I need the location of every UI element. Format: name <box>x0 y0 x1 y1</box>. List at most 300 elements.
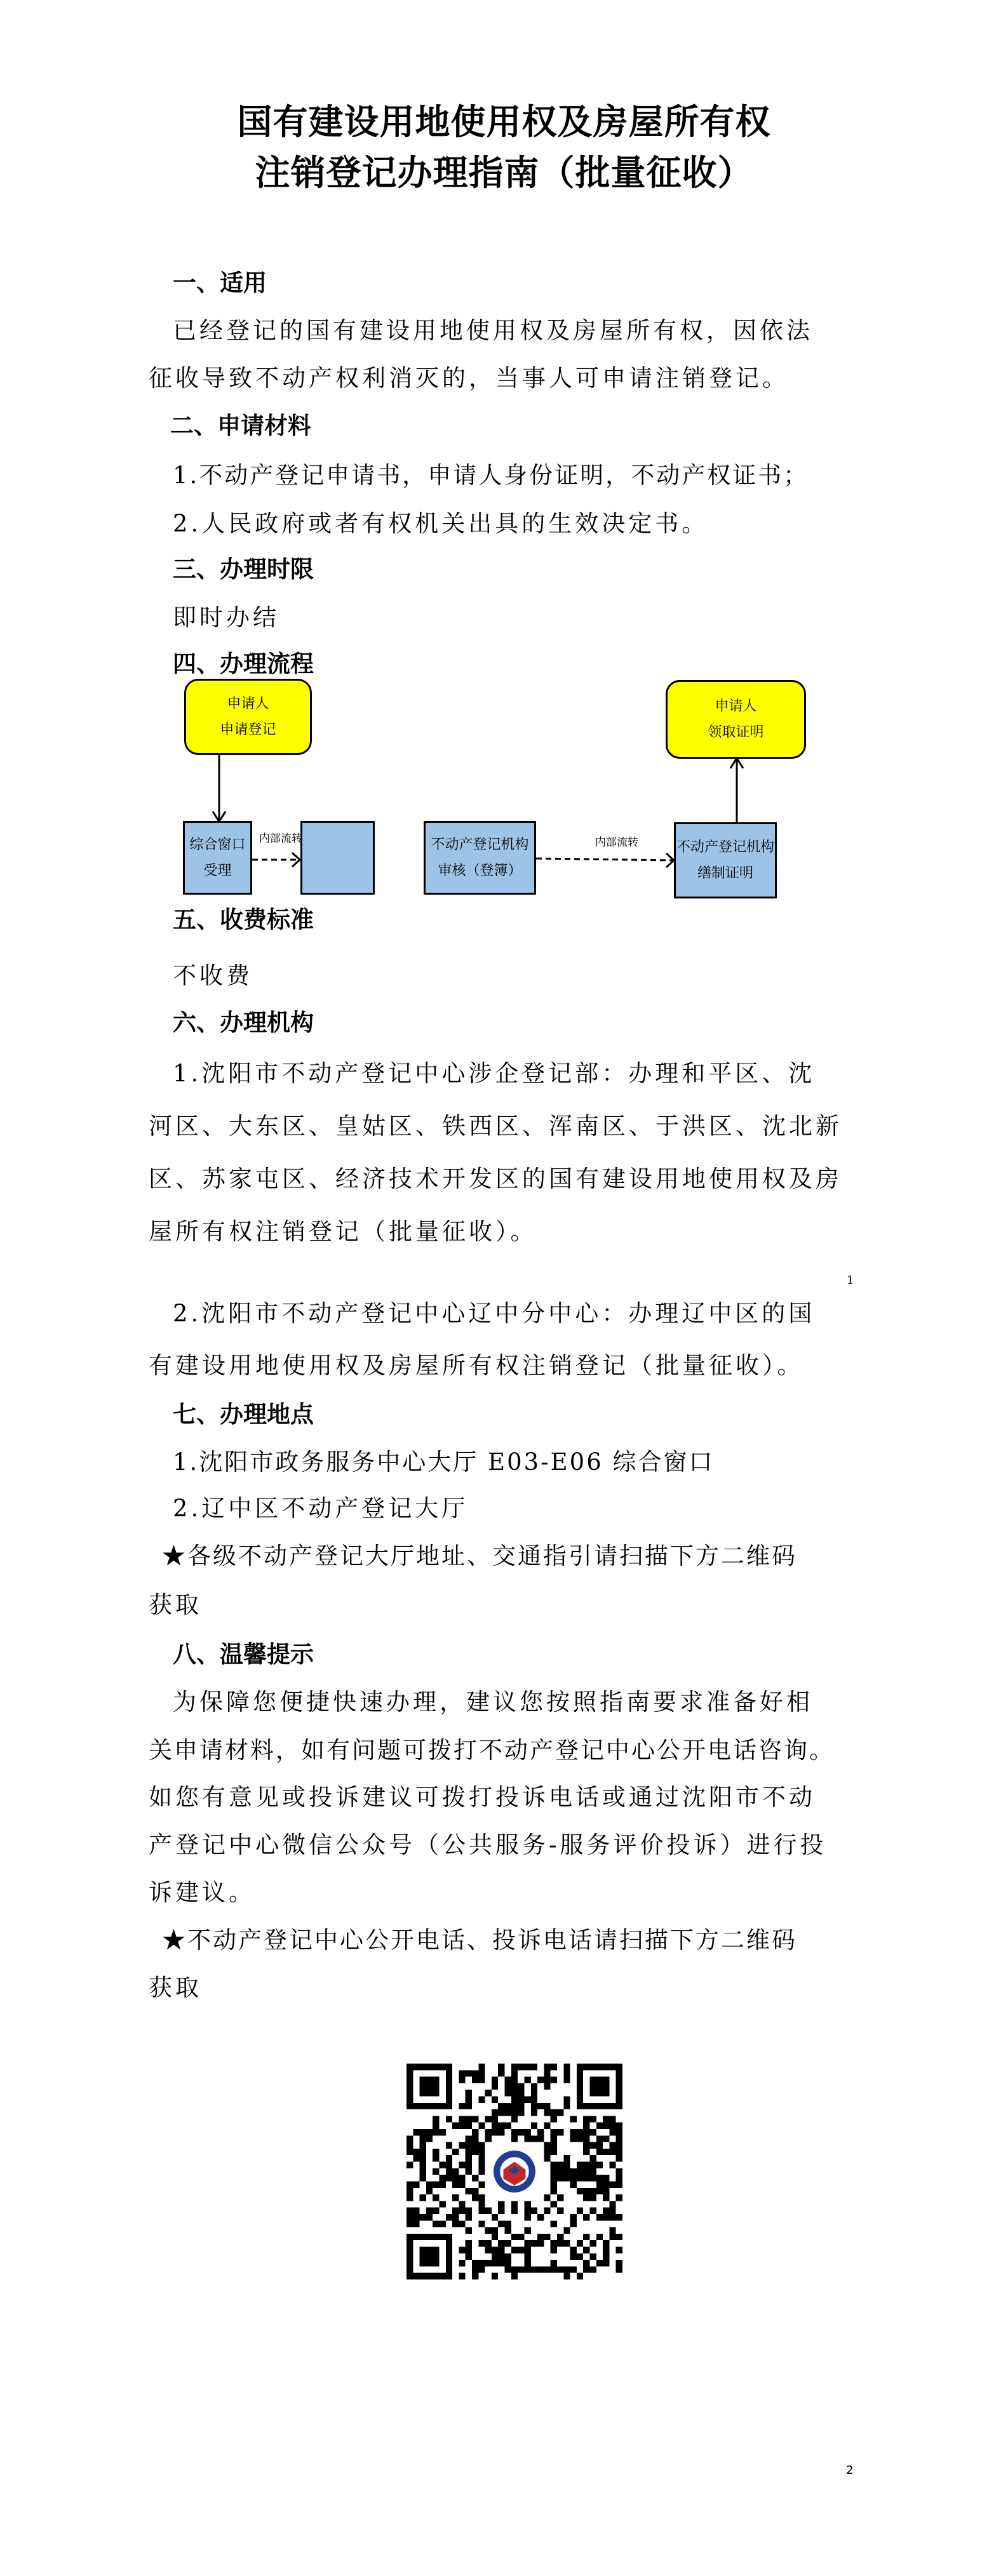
qr-module <box>505 2077 511 2083</box>
qr-module <box>577 2162 583 2168</box>
qr-module <box>498 2220 504 2227</box>
qr-module <box>603 2240 609 2246</box>
qr-module <box>440 2129 446 2135</box>
qr-module <box>551 2175 557 2181</box>
location-qr-note: ★各级不动产登记大厅地址、交通指引请扫描下方二维码 <box>162 1542 797 1570</box>
arrow-start-to-step1 <box>213 754 225 822</box>
qr-module <box>505 2220 511 2227</box>
flow-node-text: 受理 <box>203 863 232 879</box>
flow-node-text: 申请人 <box>227 696 269 712</box>
qr-module <box>498 2109 504 2116</box>
qr-module <box>616 2155 622 2161</box>
qr-module <box>459 2116 465 2122</box>
qr-module <box>478 2077 485 2083</box>
qr-module <box>596 2175 603 2181</box>
qr-module <box>557 2266 563 2272</box>
qr-module <box>485 2135 492 2142</box>
tips-line: 诉建议。 <box>149 1879 255 1906</box>
qr-module <box>596 2214 603 2220</box>
qr-module <box>583 2135 589 2142</box>
flow-node-applicant-apply <box>184 679 312 755</box>
qr-module <box>433 2155 439 2161</box>
qr-module <box>583 2129 589 2135</box>
qr-module <box>505 2260 511 2266</box>
qr-module <box>563 2077 570 2083</box>
contact-qr-note-cont: 获取 <box>149 1974 202 2001</box>
qr-module <box>583 2168 589 2175</box>
qr-module <box>583 2175 589 2181</box>
qr-module <box>524 2246 530 2253</box>
qr-module <box>563 2266 570 2272</box>
qr-module <box>413 2220 419 2227</box>
qr-module <box>570 2246 577 2253</box>
qr-module <box>596 2162 603 2168</box>
qr-module <box>518 2234 524 2240</box>
qr-module <box>609 2142 615 2149</box>
qr-module <box>413 2155 419 2161</box>
location-item-1: 1.沈阳市政务服务中心大厅 E03-E06 综合窗口 <box>173 1448 715 1476</box>
arrow-step2-to-step3 <box>536 853 674 867</box>
qr-module <box>518 2266 524 2272</box>
qr-module <box>609 2162 615 2168</box>
qr-module <box>446 2162 452 2168</box>
qr-module <box>511 2208 518 2214</box>
qr-module <box>433 2220 439 2227</box>
qr-module <box>459 2103 465 2109</box>
qr-module <box>498 2070 504 2076</box>
flow-node-window-accept <box>183 821 252 895</box>
qr-module <box>531 2240 537 2246</box>
qr-module <box>551 2240 557 2246</box>
qr-module <box>420 2175 426 2181</box>
qr-module <box>603 2135 609 2142</box>
qr-module <box>446 2214 452 2220</box>
qr-module <box>616 2123 622 2129</box>
qr-module <box>459 2273 465 2279</box>
qr-module <box>478 2142 485 2149</box>
tips-line: 为保障您便捷快速办理，建议您按照指南要求准备好相 <box>173 1688 813 1716</box>
arrow-step1-to-step2 <box>252 853 300 867</box>
qr-module <box>531 2266 537 2272</box>
qr-module <box>440 2181 446 2187</box>
qr-module <box>531 2208 537 2214</box>
fees-text: 不收费 <box>173 962 253 989</box>
qr-module <box>603 2194 609 2201</box>
qr-module <box>478 2260 485 2266</box>
flow-node-text: 申请登记 <box>220 722 276 738</box>
qr-module <box>478 2064 485 2070</box>
qr-module <box>609 2201 615 2207</box>
qr-module <box>583 2246 589 2253</box>
qr-module <box>466 2103 472 2109</box>
qr-module <box>472 2188 478 2194</box>
qr-module <box>518 2246 524 2253</box>
qr-module <box>511 2201 518 2207</box>
qr-module <box>492 2227 498 2234</box>
qr-module <box>452 2194 459 2201</box>
qr-module <box>459 2208 465 2214</box>
qr-module <box>544 2077 550 2083</box>
flow-label-internal-transfer-2: 内部流转 <box>595 836 638 849</box>
qr-module <box>551 2220 557 2227</box>
qr-module <box>583 2162 589 2168</box>
flow-node-registry-review <box>424 821 536 895</box>
qr-module <box>472 2129 478 2135</box>
qr-module <box>589 2175 596 2181</box>
qr-module <box>616 2135 622 2142</box>
qr-module <box>577 2188 583 2194</box>
qr-module <box>563 2064 570 2070</box>
qr-module <box>577 2273 583 2279</box>
qr-module <box>577 2253 583 2260</box>
qr-module <box>589 2116 596 2122</box>
qr-module <box>531 2097 537 2103</box>
qr-module <box>544 2123 550 2129</box>
qr-module <box>466 2240 472 2246</box>
qr-module <box>616 2266 622 2272</box>
qr-module <box>537 2240 544 2246</box>
qr-module <box>531 2103 537 2109</box>
qr-module <box>589 2077 609 2097</box>
qr-module <box>478 2149 485 2155</box>
page-number: 2 <box>846 2464 854 2477</box>
qr-module <box>511 2116 518 2122</box>
qr-module <box>589 2240 596 2246</box>
qr-module <box>557 2109 563 2116</box>
qr-module <box>570 2266 577 2272</box>
qr-module <box>472 2142 478 2149</box>
qr-module <box>518 2097 524 2103</box>
flow-node-text: 综合窗口 <box>189 837 246 853</box>
qr-module <box>511 2246 518 2253</box>
qr-module <box>492 2109 498 2116</box>
qr-module <box>616 2181 622 2187</box>
qr-module <box>570 2175 577 2181</box>
qr-module <box>426 2181 433 2187</box>
qr-module <box>557 2175 563 2181</box>
qr-module <box>466 2097 472 2103</box>
qr-module <box>505 2240 511 2246</box>
qr-module <box>603 2214 609 2220</box>
section-heading-tips: 八、温馨提示 <box>173 1641 314 1668</box>
qr-module <box>492 2097 498 2103</box>
qr-module <box>466 2208 472 2214</box>
qr-module <box>433 2129 439 2135</box>
qr-module <box>492 2253 498 2260</box>
qr-module <box>537 2234 544 2240</box>
qr-module <box>544 2109 550 2116</box>
qr-module <box>524 2240 530 2246</box>
qr-module <box>478 2201 485 2207</box>
qr-module <box>518 2109 524 2116</box>
qr-module <box>563 2175 570 2181</box>
qr-module <box>537 2135 544 2142</box>
qr-module <box>537 2077 544 2083</box>
qr-module <box>485 2208 492 2214</box>
qr-module <box>551 2266 557 2272</box>
qr-module <box>544 2266 550 2272</box>
qr-module <box>596 2188 603 2194</box>
qr-module <box>407 2162 413 2168</box>
qr-module <box>440 2162 446 2168</box>
qr-module <box>511 2097 518 2103</box>
qr-module <box>616 2168 622 2175</box>
flow-node-registry-certificate <box>674 822 777 898</box>
qr-module <box>537 2129 544 2135</box>
contact-qr-note: ★不动产登记中心公开电话、投诉电话请扫描下方二维码 <box>162 1926 797 1954</box>
qr-module <box>557 2234 563 2240</box>
qr-logo <box>491 2148 538 2195</box>
qr-module <box>524 2214 530 2220</box>
qr-module <box>524 2135 530 2142</box>
qr-module <box>446 2155 452 2161</box>
qr-module <box>407 2149 413 2155</box>
qr-module <box>616 2129 622 2135</box>
qr-module <box>616 2214 622 2220</box>
qr-module <box>557 2168 563 2175</box>
qr-module <box>433 2181 439 2187</box>
qr-module <box>472 2273 478 2279</box>
qr-module <box>589 2266 596 2272</box>
qr-module <box>485 2246 492 2253</box>
qr-module <box>596 2149 603 2155</box>
qr-module <box>551 2181 557 2187</box>
qr-module <box>459 2123 465 2129</box>
qr-module <box>413 2208 419 2214</box>
qr-module <box>603 2253 609 2260</box>
qr-module <box>446 2175 452 2181</box>
qr-module <box>511 2103 518 2109</box>
qr-module <box>466 2090 472 2096</box>
qr-module <box>524 2097 530 2103</box>
agency-1-line: 屋所有权注销登记（批量征收）。 <box>149 1218 537 1245</box>
qr-module <box>583 2116 589 2122</box>
qr-module <box>511 2266 518 2272</box>
qr-module <box>478 2181 485 2187</box>
qr-module <box>478 2123 485 2129</box>
qr-module <box>609 2116 615 2122</box>
qr-module <box>498 2123 504 2129</box>
qr-module <box>551 2188 557 2194</box>
qr-module <box>616 2194 622 2201</box>
qr-module <box>570 2129 577 2135</box>
qr-module <box>492 2077 498 2083</box>
qr-module <box>531 2090 537 2096</box>
qr-module <box>577 2208 583 2214</box>
qr-module <box>505 2266 511 2272</box>
qr-module <box>511 2077 518 2083</box>
qr-module <box>544 2083 550 2090</box>
qr-module <box>551 2246 557 2253</box>
agency-1-line: 河区、大东区、皇姑区、铁西区、浑南区、于洪区、沈北新 <box>149 1112 842 1140</box>
qr-module <box>609 2123 615 2129</box>
qr-module <box>557 2208 563 2214</box>
qr-module <box>459 2201 465 2207</box>
qr-module <box>420 2149 426 2155</box>
qr-module <box>563 2103 570 2109</box>
qr-module <box>603 2149 609 2155</box>
qr-module <box>407 2220 413 2227</box>
qr-module <box>616 2175 622 2181</box>
qr-module <box>524 2064 530 2070</box>
qr-module <box>407 2135 413 2142</box>
qr-module <box>551 2135 557 2142</box>
qr-module <box>511 2090 518 2096</box>
qr-module <box>603 2246 609 2253</box>
section-heading-agencies: 六、办理机构 <box>173 1009 314 1036</box>
qr-module <box>452 2149 459 2155</box>
qr-module <box>426 2214 433 2220</box>
qr-module <box>440 2220 446 2227</box>
qr-module <box>492 2260 498 2266</box>
qr-module <box>505 2083 511 2090</box>
qr-module <box>596 2142 603 2149</box>
qr-module <box>570 2220 577 2227</box>
qr-module <box>452 2220 459 2227</box>
qr-module <box>616 2149 622 2155</box>
qr-module <box>407 2214 413 2220</box>
qr-module <box>551 2201 557 2207</box>
qr-module <box>433 2149 439 2155</box>
qr-module <box>563 2097 570 2103</box>
qr-module <box>466 2070 472 2076</box>
qr-module <box>544 2103 550 2109</box>
qr-module <box>616 2234 622 2240</box>
qr-module <box>603 2188 609 2194</box>
document-title-line-1: 国有建设用地使用权及房屋所有权 <box>237 102 771 142</box>
tips-line: 产登记中心微信公众号（公共服务-服务评价投诉）进行投 <box>149 1831 827 1859</box>
qr-module <box>511 2135 518 2142</box>
qr-code[interactable] <box>407 2064 622 2279</box>
qr-module <box>563 2155 570 2161</box>
qr-module <box>544 2208 550 2214</box>
qr-module <box>420 2077 440 2097</box>
qr-module <box>609 2181 615 2187</box>
qr-module <box>551 2142 557 2149</box>
time-limit-text: 即时办结 <box>173 604 279 631</box>
qr-module <box>524 2129 530 2135</box>
qr-module <box>478 2168 485 2175</box>
qr-module <box>472 2175 478 2181</box>
qr-module <box>446 2168 452 2175</box>
qr-module <box>551 2109 557 2116</box>
qr-module <box>433 2194 439 2201</box>
qr-module <box>603 2123 609 2129</box>
qr-module <box>492 2123 498 2129</box>
qr-module <box>577 2240 583 2246</box>
qr-module <box>492 2234 498 2240</box>
qr-module <box>570 2253 577 2260</box>
qr-module <box>485 2240 492 2246</box>
qr-module <box>544 2149 550 2155</box>
qr-module <box>485 2260 492 2266</box>
qr-module <box>589 2168 596 2175</box>
qr-module <box>498 2260 504 2266</box>
qr-module <box>537 2266 544 2272</box>
qr-module <box>551 2168 557 2175</box>
qr-module <box>466 2116 472 2122</box>
qr-module <box>498 2253 504 2260</box>
qr-module <box>596 2260 603 2266</box>
qr-module <box>563 2070 570 2076</box>
qr-module <box>524 2227 530 2234</box>
qr-module <box>472 2260 478 2266</box>
qr-module <box>596 2123 603 2129</box>
qr-module <box>589 2129 596 2135</box>
qr-module <box>537 2103 544 2109</box>
qr-module <box>589 2162 596 2168</box>
qr-module <box>609 2227 615 2234</box>
qr-module <box>511 2109 518 2116</box>
qr-module <box>420 2142 426 2149</box>
qr-module <box>466 2142 472 2149</box>
qr-module <box>420 2129 426 2135</box>
qr-module <box>596 2181 603 2187</box>
qr-module <box>485 2227 492 2234</box>
qr-module <box>413 2129 419 2135</box>
qr-module <box>492 2129 498 2135</box>
qr-module <box>485 2116 492 2122</box>
qr-module <box>524 2266 530 2272</box>
qr-module <box>498 2208 504 2214</box>
tips-line: 关申请材料，如有问题可拨打不动产登记中心公开电话咨询。 <box>149 1737 835 1764</box>
qr-module <box>407 2208 413 2214</box>
qr-module <box>426 2188 433 2194</box>
qr-module <box>603 2175 609 2181</box>
qr-module <box>426 2208 433 2214</box>
flow-node-text: 审核（登簿） <box>438 863 522 879</box>
qr-module <box>557 2194 563 2201</box>
qr-module <box>472 2194 478 2201</box>
qr-module <box>524 2077 530 2083</box>
qr-module <box>446 2142 452 2149</box>
qr-module <box>452 2175 459 2181</box>
section-heading-process: 四、办理流程 <box>173 650 314 677</box>
qr-module <box>531 2109 537 2116</box>
qr-module <box>459 2070 465 2076</box>
qr-module <box>420 2168 426 2175</box>
qr-module <box>551 2149 557 2155</box>
qr-module <box>433 2208 439 2214</box>
qr-module <box>420 2246 440 2266</box>
qr-module <box>609 2214 615 2220</box>
section-heading-applicability: 一、适用 <box>173 269 267 297</box>
qr-module <box>570 2214 577 2220</box>
qr-module <box>459 2246 465 2253</box>
materials-item-2: 2.人民政府或者有权机关出具的生效决定书。 <box>173 510 709 537</box>
qr-module <box>551 2162 557 2168</box>
qr-module <box>498 2246 504 2253</box>
qr-module <box>452 2208 459 2214</box>
paragraph-line: 征收导致不动产权利消灭的，当事人可申请注销登记。 <box>149 364 789 392</box>
qr-module <box>459 2220 465 2227</box>
qr-module <box>466 2155 472 2161</box>
qr-module <box>452 2123 459 2129</box>
qr-module <box>524 2253 530 2260</box>
qr-module <box>544 2070 550 2076</box>
qr-module <box>452 2181 459 2187</box>
qr-module <box>505 2090 511 2096</box>
qr-module <box>413 2149 419 2155</box>
flow-node-text: 不动产登记机构 <box>431 837 529 853</box>
section-heading-fees: 五、收费标准 <box>173 906 314 933</box>
qr-module <box>433 2116 439 2122</box>
qr-module <box>459 2181 465 2187</box>
qr-module <box>407 2194 413 2201</box>
qr-module <box>583 2194 589 2201</box>
agency-1-line: 区、苏家屯区、经济技术开发区的国有建设用地使用权及房 <box>149 1165 842 1192</box>
qr-module <box>537 2214 544 2220</box>
